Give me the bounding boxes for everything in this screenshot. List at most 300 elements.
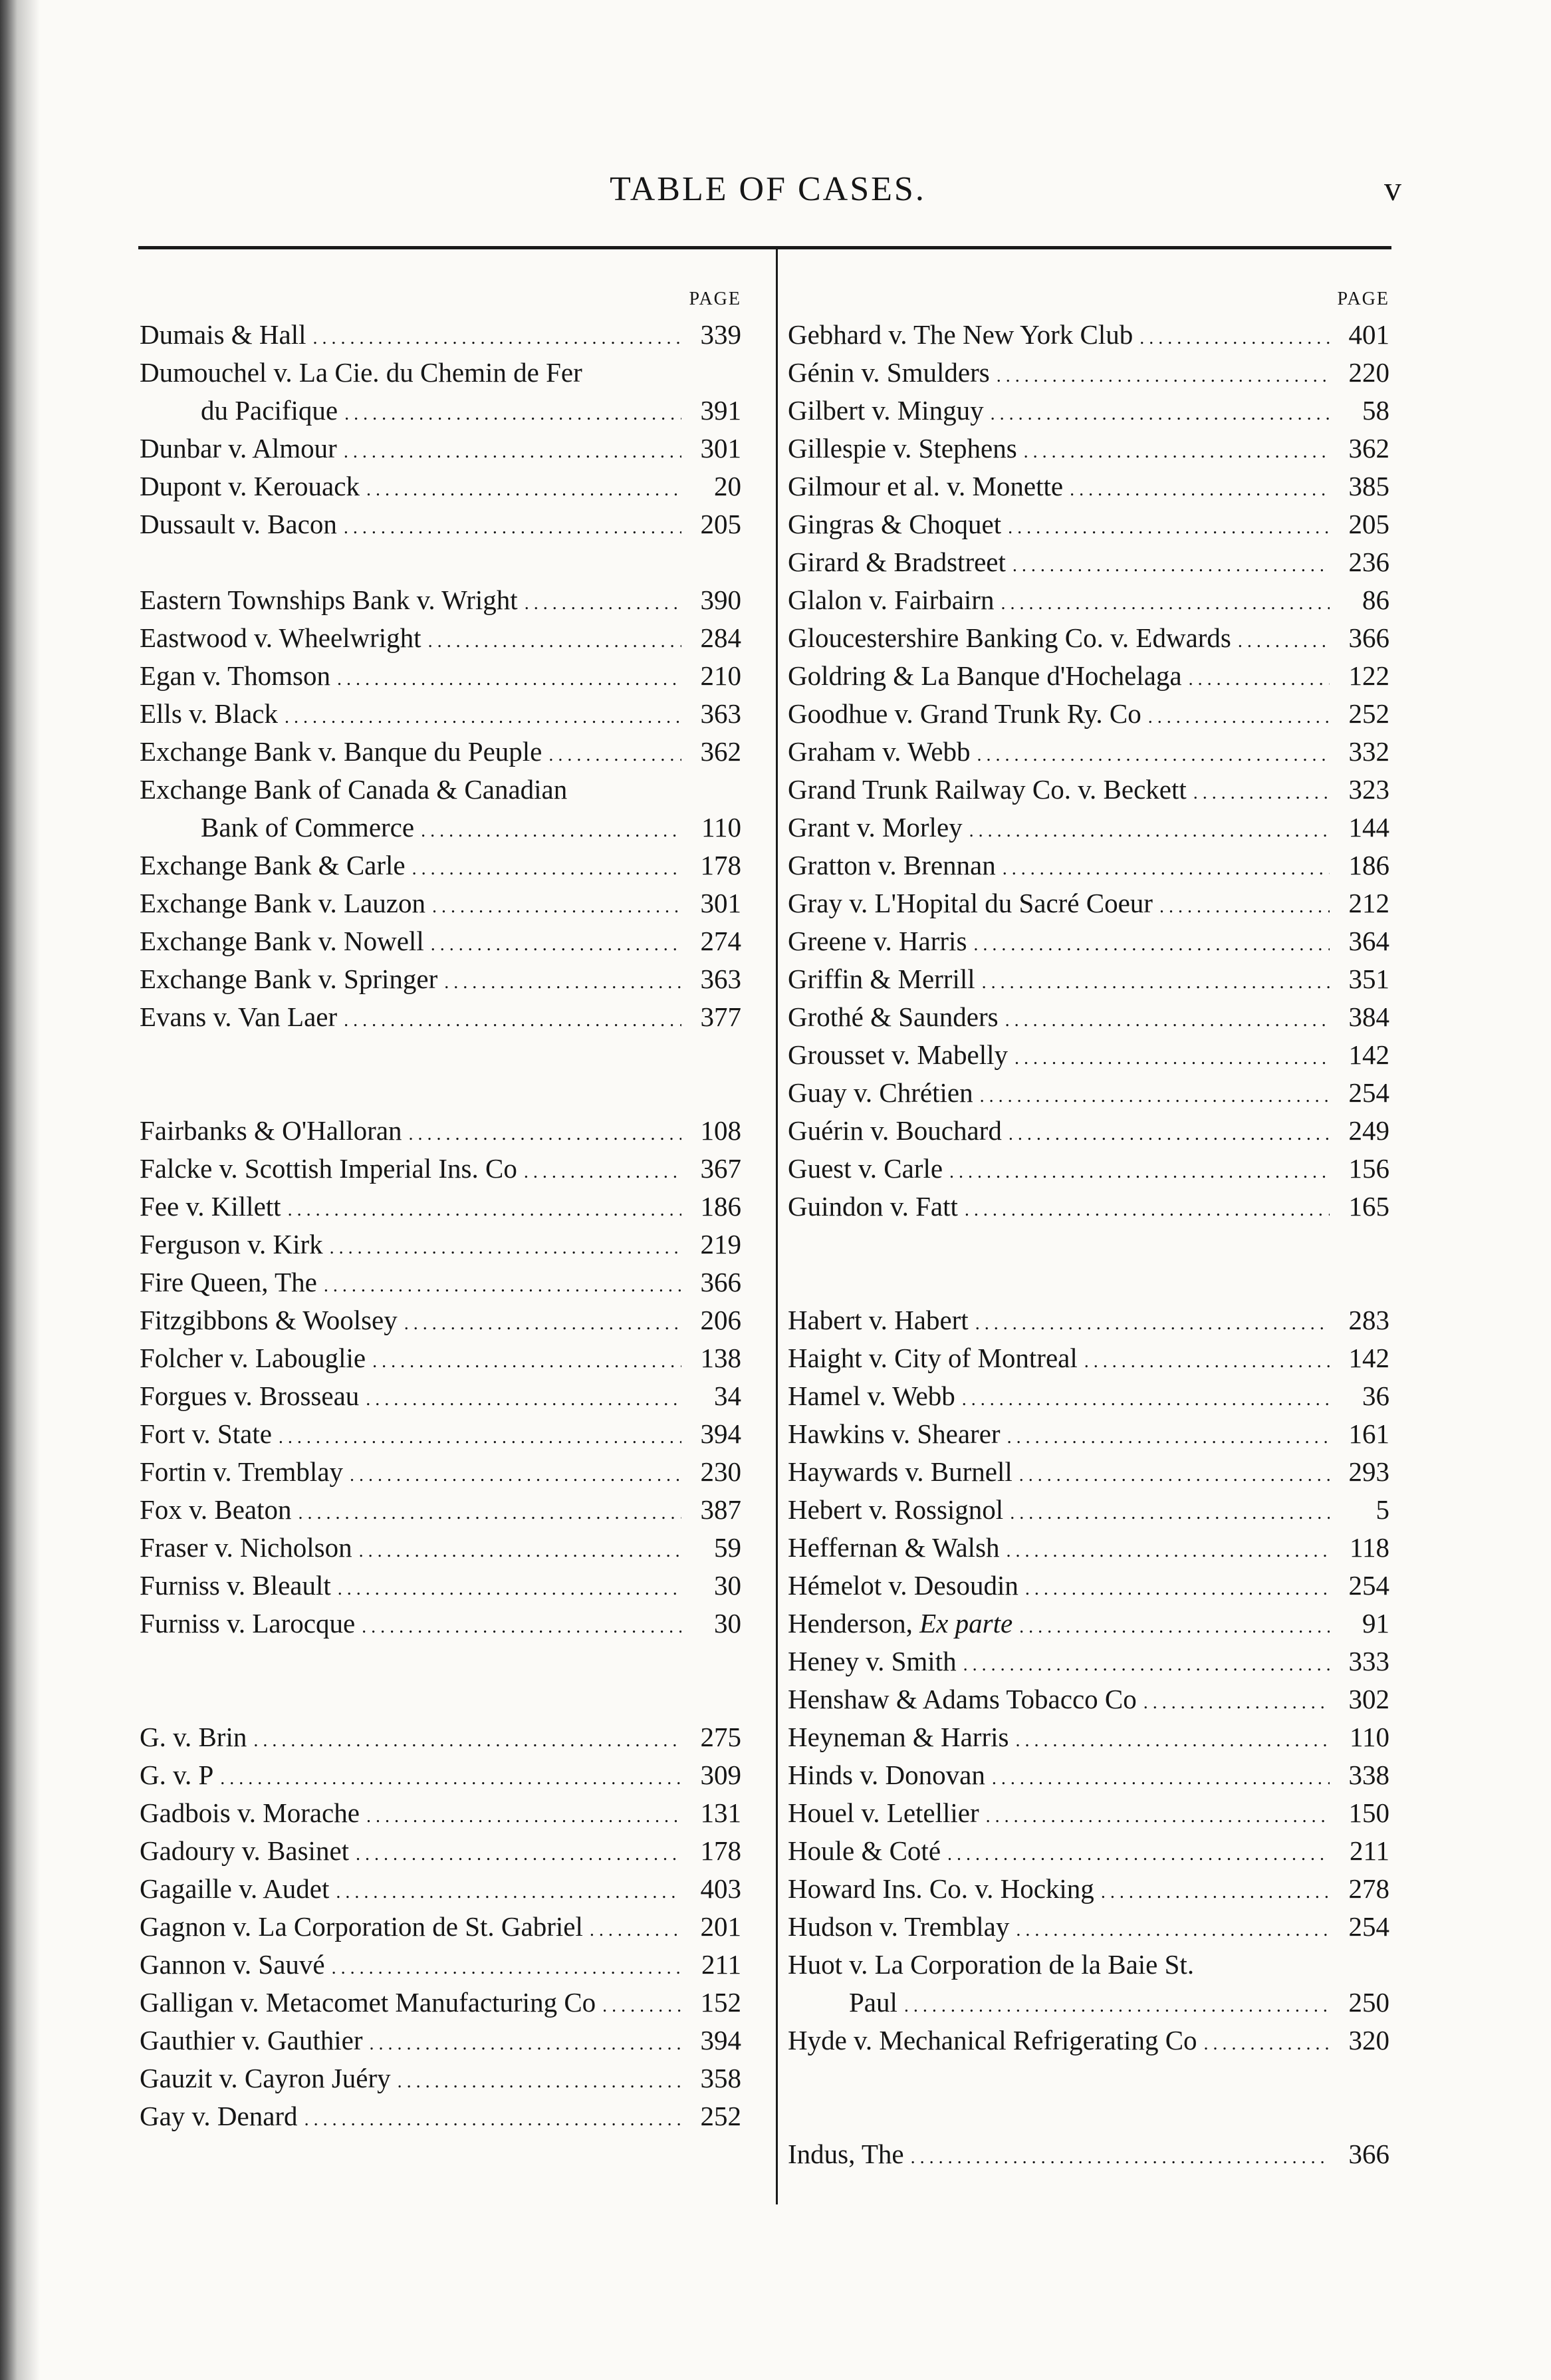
case-entry	[788, 581, 1389, 619]
dot-leader	[1014, 1039, 1330, 1077]
case-page: 144	[1348, 812, 1389, 843]
dot-leader	[1193, 774, 1330, 812]
dot-leader	[1084, 1343, 1330, 1381]
dot-leader	[412, 850, 681, 888]
case-name: Gadoury v. Basinet	[140, 1835, 350, 1866]
dot-leader	[298, 1494, 681, 1532]
case-name-wrap	[788, 657, 1182, 695]
dot-leader	[344, 433, 681, 471]
case-name: Henderson,	[788, 1608, 913, 1639]
case-page: 377	[700, 1001, 741, 1032]
case-name: Guay v. Chrétien	[788, 1077, 973, 1108]
dot-leader	[313, 319, 681, 357]
case-entry-line	[788, 1984, 1389, 2022]
case-name: Gloucestershire Banking Co. v. Edwards	[788, 622, 1231, 653]
dot-leader	[279, 1418, 681, 1456]
case-page: 338	[1348, 1760, 1389, 1790]
dot-leader	[991, 395, 1330, 433]
case-name: Furniss v. Bleault	[140, 1570, 331, 1601]
header-rule	[138, 246, 1391, 249]
case-name-wrap	[140, 1984, 596, 2022]
case-name: Eastwood v. Wheelwright	[140, 622, 421, 653]
case-name: Guérin v. Bouchard	[788, 1115, 1002, 1146]
case-name: Haywards v. Burnell	[788, 1456, 1013, 1487]
case-page: 302	[1348, 1684, 1389, 1714]
case-entry	[140, 1794, 741, 1832]
case-name-wrap	[140, 695, 278, 733]
group-spacer	[788, 1226, 1389, 1301]
case-entry	[788, 809, 1389, 847]
case-name-wrap	[140, 1605, 355, 1643]
dot-leader	[1148, 698, 1330, 736]
dot-leader	[947, 1835, 1330, 1873]
case-name: Hémelot v. Desoudin	[788, 1570, 1018, 1601]
case-name: Heffernan & Walsh	[788, 1532, 1000, 1563]
case-name-wrap	[788, 2135, 904, 2173]
case-entry	[140, 354, 741, 430]
case-entry	[140, 1226, 741, 1263]
case-entry	[140, 1529, 741, 1567]
case-page: 219	[700, 1229, 741, 1259]
case-page: 394	[700, 1418, 741, 1449]
case-entry	[788, 1529, 1389, 1567]
dot-leader	[1009, 1115, 1330, 1153]
case-entry	[788, 619, 1389, 657]
case-name-wrap	[140, 1112, 402, 1150]
page-column-label: PAGE	[1337, 289, 1389, 309]
case-entry	[140, 505, 741, 543]
left-column	[140, 283, 741, 2135]
case-name-wrap	[788, 1074, 973, 1112]
case-entry	[140, 1415, 741, 1453]
case-entry	[140, 619, 741, 657]
case-page: 333	[1348, 1646, 1389, 1676]
case-entry	[140, 2022, 741, 2059]
case-entry	[788, 1832, 1389, 1870]
dot-leader	[524, 1153, 681, 1191]
dot-leader	[975, 1305, 1330, 1343]
case-name: Fraser v. Nicholson	[140, 1532, 352, 1563]
case-name: Guindon v. Fatt	[788, 1191, 958, 1222]
case-name: Fortin v. Tremblay	[140, 1456, 344, 1487]
case-entry	[788, 1112, 1389, 1150]
dot-leader	[1008, 509, 1330, 547]
case-name: Howard Ins. Co. v. Hocking	[788, 1873, 1094, 1904]
right-column	[788, 283, 1389, 2173]
dot-leader	[602, 1987, 681, 2025]
dot-leader	[362, 1608, 681, 1646]
case-name-wrap	[788, 1832, 941, 1870]
case-entry	[788, 1718, 1389, 1756]
dot-leader	[332, 1949, 681, 1987]
case-entry	[140, 1946, 741, 1984]
case-entry	[140, 847, 741, 884]
case-entry	[140, 1263, 741, 1301]
case-entry	[788, 2022, 1389, 2059]
case-name: Gilmour et al. v. Monette	[788, 471, 1064, 501]
case-page: 309	[700, 1760, 741, 1790]
case-name-wrap	[788, 1415, 1001, 1453]
case-entry	[140, 695, 741, 733]
dot-leader	[336, 1873, 681, 1911]
case-name-wrap	[140, 884, 425, 922]
case-entry	[788, 1415, 1389, 1453]
case-name-wrap	[140, 619, 421, 657]
dot-leader	[356, 1835, 681, 1873]
case-name: Houel v. Letellier	[788, 1797, 979, 1828]
dot-leader	[992, 1760, 1330, 1797]
case-name: Griffin & Merrill	[788, 964, 975, 994]
case-entry	[140, 1718, 741, 1756]
case-name: Egan v. Thomson	[140, 660, 330, 691]
dot-leader	[350, 1456, 681, 1494]
case-page: 332	[1348, 736, 1389, 767]
case-name: Goldring & La Banque d'Hochelaga	[788, 660, 1182, 691]
case-name: Dussault v. Bacon	[140, 509, 337, 539]
case-name-wrap	[788, 1529, 1000, 1567]
case-name: Gadbois v. Morache	[140, 1797, 360, 1828]
case-name: Girard & Bradstreet	[788, 547, 1006, 577]
case-page: 212	[1348, 888, 1389, 918]
dot-leader	[1143, 1684, 1330, 1722]
case-entry	[140, 1567, 741, 1605]
case-name: Grand Trunk Railway Co. v. Beckett	[788, 774, 1187, 805]
case-page: 391	[700, 395, 741, 426]
case-name-wrap	[788, 2022, 1197, 2059]
case-entry	[140, 2059, 741, 2097]
case-name-wrap	[788, 771, 1187, 809]
case-name: Hyde v. Mechanical Refrigerating Co	[788, 2025, 1197, 2055]
case-page: 301	[700, 888, 741, 918]
case-entry	[788, 1453, 1389, 1491]
case-name: Forgues v. Brosseau	[140, 1381, 360, 1411]
case-name: Exchange Bank v. Springer	[140, 964, 438, 994]
case-entry	[140, 1150, 741, 1188]
dot-leader	[1010, 1494, 1330, 1532]
dot-leader	[962, 1381, 1330, 1418]
dot-leader	[1001, 585, 1330, 622]
dot-leader	[1007, 1418, 1330, 1456]
case-entry	[788, 1150, 1389, 1188]
case-entry-line	[140, 392, 741, 430]
case-page: 339	[700, 319, 741, 350]
case-page: 403	[700, 1873, 741, 1904]
case-name-wrap	[140, 1339, 366, 1377]
case-name: Galligan v. Metacomet Manufacturing Co	[140, 1987, 596, 2018]
dot-leader	[253, 1722, 681, 1760]
case-entry	[140, 1339, 741, 1377]
dot-leader	[337, 660, 681, 698]
case-name-wrap	[788, 505, 1001, 543]
case-name-wrap	[140, 2022, 362, 2059]
case-name: Huot v. La Corporation de la Baie St.	[788, 1949, 1195, 1980]
case-name: Greene v. Harris	[788, 926, 967, 956]
case-page: 363	[700, 964, 741, 994]
case-entry	[788, 543, 1389, 581]
case-name-wrap	[140, 505, 337, 543]
case-page: 36	[1362, 1381, 1389, 1411]
case-name-wrap	[140, 1453, 343, 1491]
dot-leader	[977, 736, 1330, 774]
case-name-wrap	[140, 1301, 398, 1339]
case-page: 252	[1348, 698, 1389, 729]
case-name-wrap	[788, 467, 1063, 505]
case-entry	[140, 960, 741, 998]
dot-leader	[911, 2139, 1330, 2177]
case-page: 20	[714, 471, 741, 501]
case-entry	[140, 316, 741, 354]
case-name: Gauzit v. Cayron Juéry	[140, 2063, 391, 2093]
case-entry	[788, 1377, 1389, 1415]
case-entry	[140, 733, 741, 771]
dot-leader	[973, 926, 1330, 964]
case-name-wrap	[788, 581, 994, 619]
case-name: Haight v. City of Montreal	[788, 1343, 1078, 1373]
dot-leader	[404, 1305, 681, 1343]
case-entry	[788, 1605, 1389, 1643]
case-name-wrap	[788, 1188, 958, 1226]
case-page: 131	[700, 1797, 741, 1828]
case-entry-line	[140, 809, 741, 847]
case-entry	[788, 354, 1389, 392]
case-page: 283	[1348, 1305, 1389, 1335]
dot-leader	[1070, 471, 1330, 509]
case-entry	[788, 1908, 1389, 1946]
group-spacer	[140, 1643, 741, 1718]
case-name: Folcher v. Labouglie	[140, 1343, 366, 1373]
case-page: 284	[700, 622, 741, 653]
dot-leader	[432, 888, 681, 926]
case-name: Evans v. Van Laer	[140, 1001, 338, 1032]
case-entry	[788, 505, 1389, 543]
dot-leader	[366, 1381, 681, 1418]
case-name-wrap	[788, 884, 1153, 922]
case-page: 161	[1348, 1418, 1389, 1449]
case-entry	[140, 884, 741, 922]
case-entry	[140, 1491, 741, 1529]
case-page: 58	[1362, 395, 1389, 426]
group-spacer	[140, 1036, 741, 1112]
case-page: 165	[1348, 1191, 1389, 1222]
case-name-wrap	[140, 467, 360, 505]
case-name-wrap	[788, 430, 1017, 467]
case-name: Gebhard v. The New York Club	[788, 319, 1133, 350]
case-entry	[140, 581, 741, 619]
case-name-wrap	[788, 316, 1133, 354]
case-entry	[140, 1301, 741, 1339]
case-name: Gagnon v. La Corporation de St. Gabriel	[140, 1911, 583, 1942]
case-entry	[140, 2097, 741, 2135]
case-name: Dumais & Hall	[140, 319, 306, 350]
case-name-wrap	[140, 1794, 360, 1832]
dot-leader	[982, 964, 1330, 1001]
case-name-wrap	[788, 847, 996, 884]
case-name-wrap	[788, 392, 984, 430]
case-page: 387	[700, 1494, 741, 1525]
case-entry	[140, 657, 741, 695]
dot-leader	[904, 1987, 1330, 2025]
case-page: 152	[700, 1987, 741, 2018]
group-spacer	[788, 2059, 1389, 2135]
case-page: 110	[1350, 1722, 1389, 1752]
case-name: Fairbanks & O'Halloran	[140, 1115, 402, 1146]
case-entry	[140, 1188, 741, 1226]
case-entry	[140, 1112, 741, 1150]
case-name-continued: du Pacifique	[201, 395, 338, 426]
dot-leader	[590, 1911, 681, 1949]
case-page: 385	[1348, 471, 1389, 501]
dot-leader	[344, 1001, 681, 1039]
case-name: Gray v. L'Hopital du Sacré Coeur	[788, 888, 1153, 918]
dot-leader	[1007, 1532, 1330, 1570]
case-page: 118	[1350, 1532, 1389, 1563]
case-entry	[788, 392, 1389, 430]
dot-leader	[288, 1191, 681, 1229]
case-page: 275	[700, 1722, 741, 1752]
case-page: 358	[700, 2063, 741, 2093]
case-name: Fee v. Killett	[140, 1191, 281, 1222]
case-page: 122	[1348, 660, 1389, 691]
dot-leader	[444, 964, 681, 1001]
case-name: Hudson v. Tremblay	[788, 1911, 1010, 1942]
page-number: v	[1384, 170, 1401, 208]
case-name: G. v. P	[140, 1760, 214, 1790]
case-page: 351	[1348, 964, 1389, 994]
case-name-wrap	[140, 1150, 517, 1188]
case-name: Gauthier v. Gauthier	[140, 2025, 363, 2055]
case-name: Goodhue v. Grand Trunk Ry. Co	[788, 698, 1141, 729]
case-page: 86	[1362, 585, 1389, 615]
case-page: 362	[1348, 433, 1389, 463]
case-page: 210	[700, 660, 741, 691]
case-name-wrap	[788, 1491, 1003, 1529]
case-page: 293	[1348, 1456, 1389, 1487]
case-page: 230	[700, 1456, 741, 1487]
case-name: Gratton v. Brennan	[788, 850, 996, 880]
dot-leader	[324, 1267, 681, 1305]
case-entry	[788, 884, 1389, 922]
case-name-wrap	[140, 1226, 323, 1263]
dot-leader	[1015, 1722, 1330, 1760]
case-page: 323	[1348, 774, 1389, 805]
case-name: Eastern Townships Bank v. Wright	[140, 585, 518, 615]
case-name-wrap	[140, 1188, 281, 1226]
case-name: Gannon v. Sauvé	[140, 1949, 325, 1980]
dot-leader	[949, 1153, 1330, 1191]
case-entry	[788, 1567, 1389, 1605]
case-name-wrap	[788, 1112, 1002, 1150]
case-name-wrap	[140, 1946, 325, 1984]
case-entry	[140, 1984, 741, 2022]
case-page: 384	[1348, 1001, 1389, 1032]
case-name-wrap	[788, 1908, 1009, 1946]
case-name-wrap	[140, 2059, 391, 2097]
case-name: Gay v. Denard	[140, 2101, 298, 2131]
dot-leader	[344, 509, 681, 547]
case-name-continued: Bank of Commerce	[201, 812, 415, 843]
case-name-wrap	[140, 430, 337, 467]
dot-leader	[338, 1570, 681, 1608]
case-name-wrap	[140, 960, 437, 998]
case-entry	[788, 733, 1389, 771]
dot-leader	[548, 736, 681, 774]
case-page: 205	[700, 509, 741, 539]
case-name-wrap	[140, 733, 542, 771]
case-name-wrap	[788, 354, 990, 392]
dot-leader	[1019, 1456, 1330, 1494]
case-name: Guest v. Carle	[788, 1153, 943, 1184]
case-name-wrap	[788, 1680, 1137, 1718]
dot-leader	[398, 2063, 681, 2101]
case-page: 250	[1348, 1987, 1389, 2018]
dot-leader	[997, 357, 1330, 395]
case-page: 362	[700, 736, 741, 767]
book-binding-edge	[0, 0, 40, 2380]
case-name-continued: Paul	[849, 1987, 897, 2018]
case-name-wrap	[788, 1453, 1013, 1491]
case-name-wrap	[140, 847, 406, 884]
case-entry	[788, 467, 1389, 505]
case-page: 205	[1348, 509, 1389, 539]
case-name: Exchange Bank of Canada & Canadian	[140, 774, 568, 805]
case-name-wrap	[140, 1908, 583, 1946]
case-entry-line	[140, 771, 741, 809]
case-entry	[788, 316, 1389, 354]
case-name: Gillespie v. Stephens	[788, 433, 1017, 463]
case-name: Gilbert v. Minguy	[788, 395, 984, 426]
case-name: Fitzgibbons & Woolsey	[140, 1305, 398, 1335]
case-name: Heney v. Smith	[788, 1646, 957, 1676]
dot-leader	[1101, 1873, 1330, 1911]
page-column-label: PAGE	[689, 289, 741, 309]
case-name: Grousset v. Mabelly	[788, 1039, 1008, 1070]
case-name-wrap	[140, 1415, 272, 1453]
dot-leader	[1005, 1001, 1330, 1039]
case-entry	[140, 922, 741, 960]
case-entry	[140, 430, 741, 467]
case-page: 366	[700, 1267, 741, 1297]
case-name: Dupont v. Kerouack	[140, 471, 360, 501]
case-entry	[140, 1756, 741, 1794]
dot-leader	[428, 622, 681, 660]
case-name: G. v. Brin	[140, 1722, 247, 1752]
case-name: Fox v. Beaton	[140, 1494, 292, 1525]
page-title: TABLE OF CASES.	[610, 170, 926, 208]
case-page: 364	[1348, 926, 1389, 956]
case-name: Hinds v. Donovan	[788, 1760, 985, 1790]
case-page: 30	[714, 1608, 741, 1639]
case-entry	[140, 1832, 741, 1870]
dot-leader	[1025, 1570, 1330, 1608]
case-name: Houle & Coté	[788, 1835, 941, 1866]
dot-leader	[304, 2101, 681, 2139]
case-page: 366	[1348, 2139, 1389, 2169]
case-name-wrap	[140, 1529, 352, 1567]
dot-leader	[431, 926, 681, 964]
case-page: 390	[700, 585, 741, 615]
case-page: 178	[700, 850, 741, 880]
case-entry	[140, 1605, 741, 1643]
case-page: 278	[1348, 1873, 1389, 1904]
case-name: Falcke v. Scottish Imperial Ins. Co	[140, 1153, 517, 1184]
case-page: 252	[700, 2101, 741, 2131]
case-page: 201	[700, 1911, 741, 1942]
dot-leader	[372, 1343, 681, 1381]
case-entry	[140, 1377, 741, 1415]
dot-leader	[220, 1760, 681, 1797]
case-name-wrap	[788, 1567, 1018, 1605]
column-divider	[776, 249, 778, 2204]
